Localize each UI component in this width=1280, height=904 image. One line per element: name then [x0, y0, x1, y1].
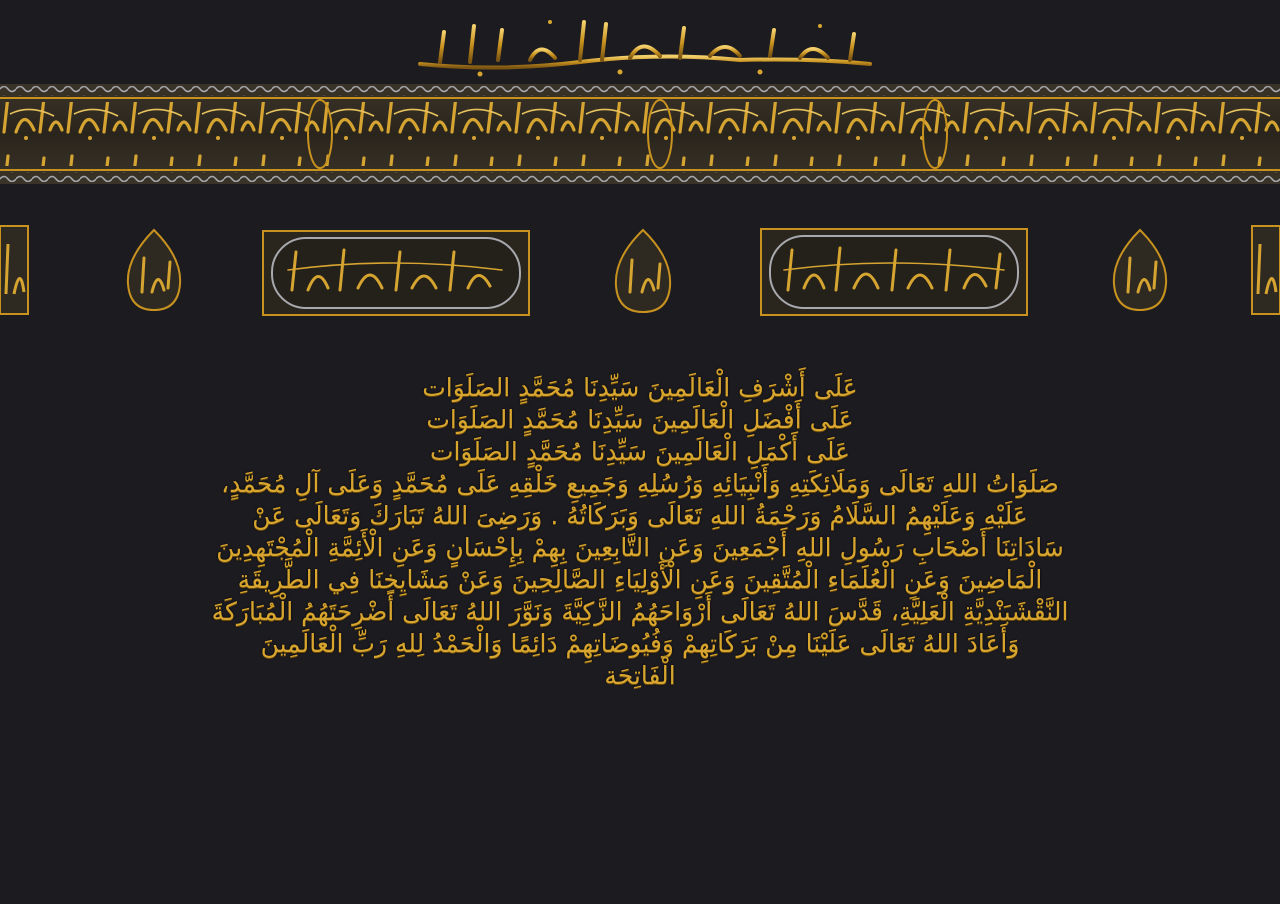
calligraphy-medallion-icon: [1250, 224, 1280, 316]
prayer-line: النَّقْشَبَنْدِيَّةِ الْعَلِيَّةِ، قَدَّسَ اللهُ تَعَالَى أَرْوَاحَهُمُ الزَّكِيَّةَ وَنَوَّرَ اللهُ تَعَالَى أَضْرِحَتَهُمُ الْمُبَارَكَةَ: [211, 597, 1069, 626]
prayer-text: [150, 372, 1130, 692]
calligraphy-medallion-icon: [262, 230, 530, 316]
embroidered-calligraphy-band-icon: [0, 84, 1280, 184]
calligraphy-medallion-icon: [1110, 228, 1170, 312]
prayer-line: الْمَاضِينَ وَعَنِ الْعُلَمَاءِ الْمُتَّقِينَ وَعَنِ الْأَوْلِيَاءِ الصَّالِحِينَ وَعَنْ مَشَايِخِنَا فِي الطَّرِيقَةِ: [237, 565, 1043, 594]
prayer-line: الْفَاتِحَة: [604, 661, 676, 690]
calligraphy-medallion-icon: [612, 228, 674, 314]
prayer-line: عَلَى أَفْضَلِ الْعَالَمِينَ سَيِّدِنَا مُحَمَّدٍ الصَلَوَات: [426, 405, 854, 434]
prayer-line: عَلَى أَشْرَفِ الْعَالَمِينَ سَيِّدِنَا مُحَمَّدٍ الصَلَوَات: [422, 373, 858, 402]
prayer-line: عَلَى أَكْمَلِ الْعَالَمِينَ سَيِّدِنَا مُحَمَّدٍ الصَلَوَات: [429, 437, 851, 466]
prayer-line: عَلَيْهِ وَعَلَيْهِمُ السَّلَامُ وَرَحْمَةُ اللهِ تَعَالَى وَبَرَكَاتُهُ . وَرَضِىَ اللهُ تَبَارَكَ وَتَعَالَى عَنْ: [252, 501, 1028, 530]
calligraphy-medallion-icon: [0, 224, 30, 316]
basmala-calligraphy-icon: [380, 12, 900, 78]
prayer-line: سَادَاتِنَا أَصْحَابِ رَسُولِ اللهِ أَجْمَعِينَ وَعَنِ التَّابِعِينَ بِهِمْ بِإِحْسَانٍ وَعَنِ الْأَئِمَّةِ الْمُجْتَهِدِينَ: [216, 533, 1064, 562]
prayer-line: وَأَعَادَ اللهُ تَعَالَى عَلَيْنَا مِنْ بَرَكَاتِهِمْ وَفُيُوضَاتِهِمْ دَائِمًا وَالْحَمْدُ لِلهِ رَبِّ الْعَالَمِينَ: [260, 629, 1020, 658]
prayer-line: صَلَوَاتُ اللهِ تَعَالَى وَمَلَائِكَتِهِ وَأَنْبِيَائِهِ وَرُسُلِهِ وَجَمِيعِ خَلْقِهِ عَلَى مُحَمَّدٍ وَعَلَى آلِ مُحَمَّدٍ،: [221, 469, 1059, 498]
calligraphy-medallion-icon: [124, 228, 184, 312]
calligraphy-medallion-icon: [760, 228, 1028, 316]
